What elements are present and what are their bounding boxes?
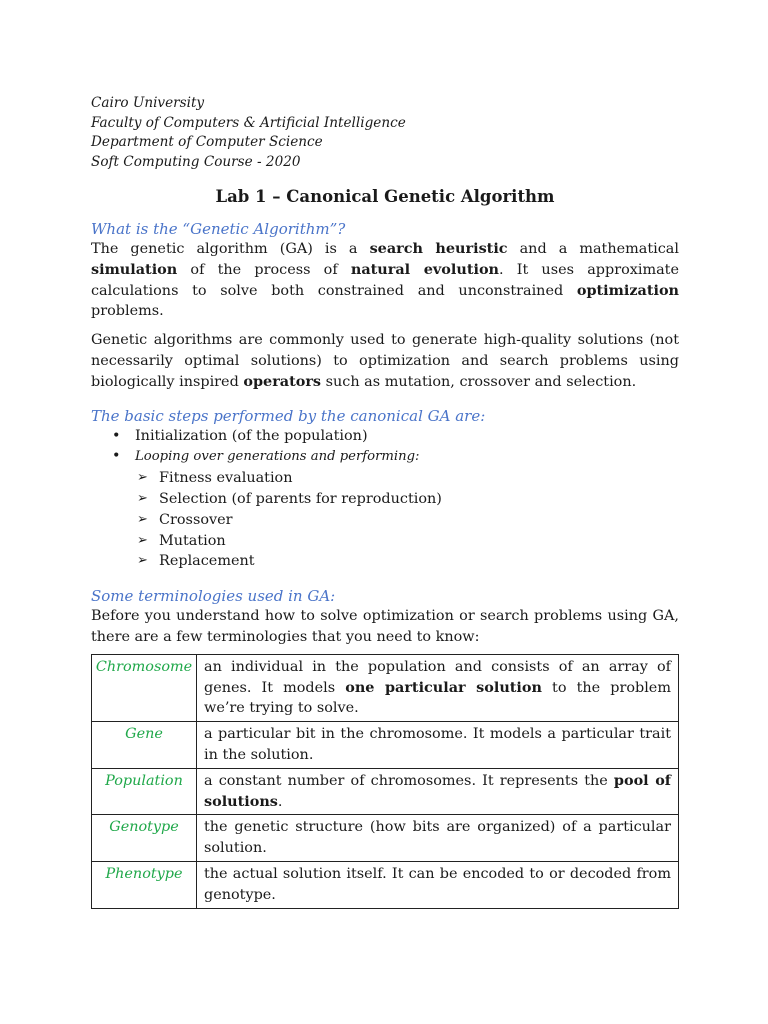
table-row [92,722,679,769]
paragraph-ga-definition: The genetic algorithm (GA) is a search heuristic and a mathematical simulation of the process of natural evolution. It uses approximate calculations to solve both constrained and unconstrained optimization problems. [91,240,679,320]
definition-cell: a constant number of chromosomes. It represents the pool of solutions. [197,768,679,815]
list-item: ➢ Mutation [137,531,679,552]
header-department: Department of Computer Science [91,134,323,150]
table-row [92,654,679,721]
list-item: ➢ Fitness evaluation [137,468,679,489]
list-item: ➢ Selection (of parents for reproduction) [137,489,679,510]
list-item: ➢ Crossover [137,510,679,531]
table-row [92,815,679,862]
header-block [91,94,679,172]
definition-cell: the actual solution itself. It can be encoded to or decoded from genotype. [197,861,679,908]
sub-steps-list [91,468,679,572]
terminology-table [91,654,679,909]
term-cell: Chromosome [92,654,197,721]
list-item-looping: • Looping over generations and performing: [112,446,679,468]
header-course: Soft Computing Course - 2020 [91,153,301,170]
document-page [91,94,679,909]
definition-cell: the genetic structure (how bits are organized) of a particular solution. [197,815,679,862]
header-university: Cairo University [91,95,205,111]
term-cell: Genotype [92,815,197,862]
steps-list [91,426,679,469]
table-row [92,861,679,908]
list-item: ➢ Replacement [137,551,679,572]
paragraph-terminology-intro: Before you understand how to solve optimization or search problems using GA, there are a few terminologies that you need to know: [91,608,679,645]
table-row [92,768,679,815]
section-heading-basic-steps: The basic steps performed by the canonical GA are: [91,406,486,425]
term-cell: Phenotype [92,861,197,908]
paragraph-ga-usage: Genetic algorithms are commonly used to generate high-quality solutions (not necessarily optimal solutions) to optimization and search problems using biologically inspired operators such as mutation, crossover and selection. [91,332,679,390]
list-item-initialization: • Initialization (of the population) [112,426,679,447]
term-cell: Gene [92,722,197,769]
definition-cell: an individual in the population and consists of an array of genes. It models one particular solution to the problem we’re trying to solve. [197,654,679,721]
section-heading-what-is-ga: What is the “Genetic Algorithm”? [91,220,346,238]
definition-cell: a particular bit in the chromosome. It models a particular trait in the solution. [197,722,679,769]
header-faculty: Faculty of Computers & Artificial Intelligence [91,114,406,131]
section-heading-terminologies: Some terminologies used in GA: [91,587,336,606]
page-title: Lab 1 – Canonical Genetic Algorithm [215,187,555,206]
term-cell: Population [92,768,197,815]
